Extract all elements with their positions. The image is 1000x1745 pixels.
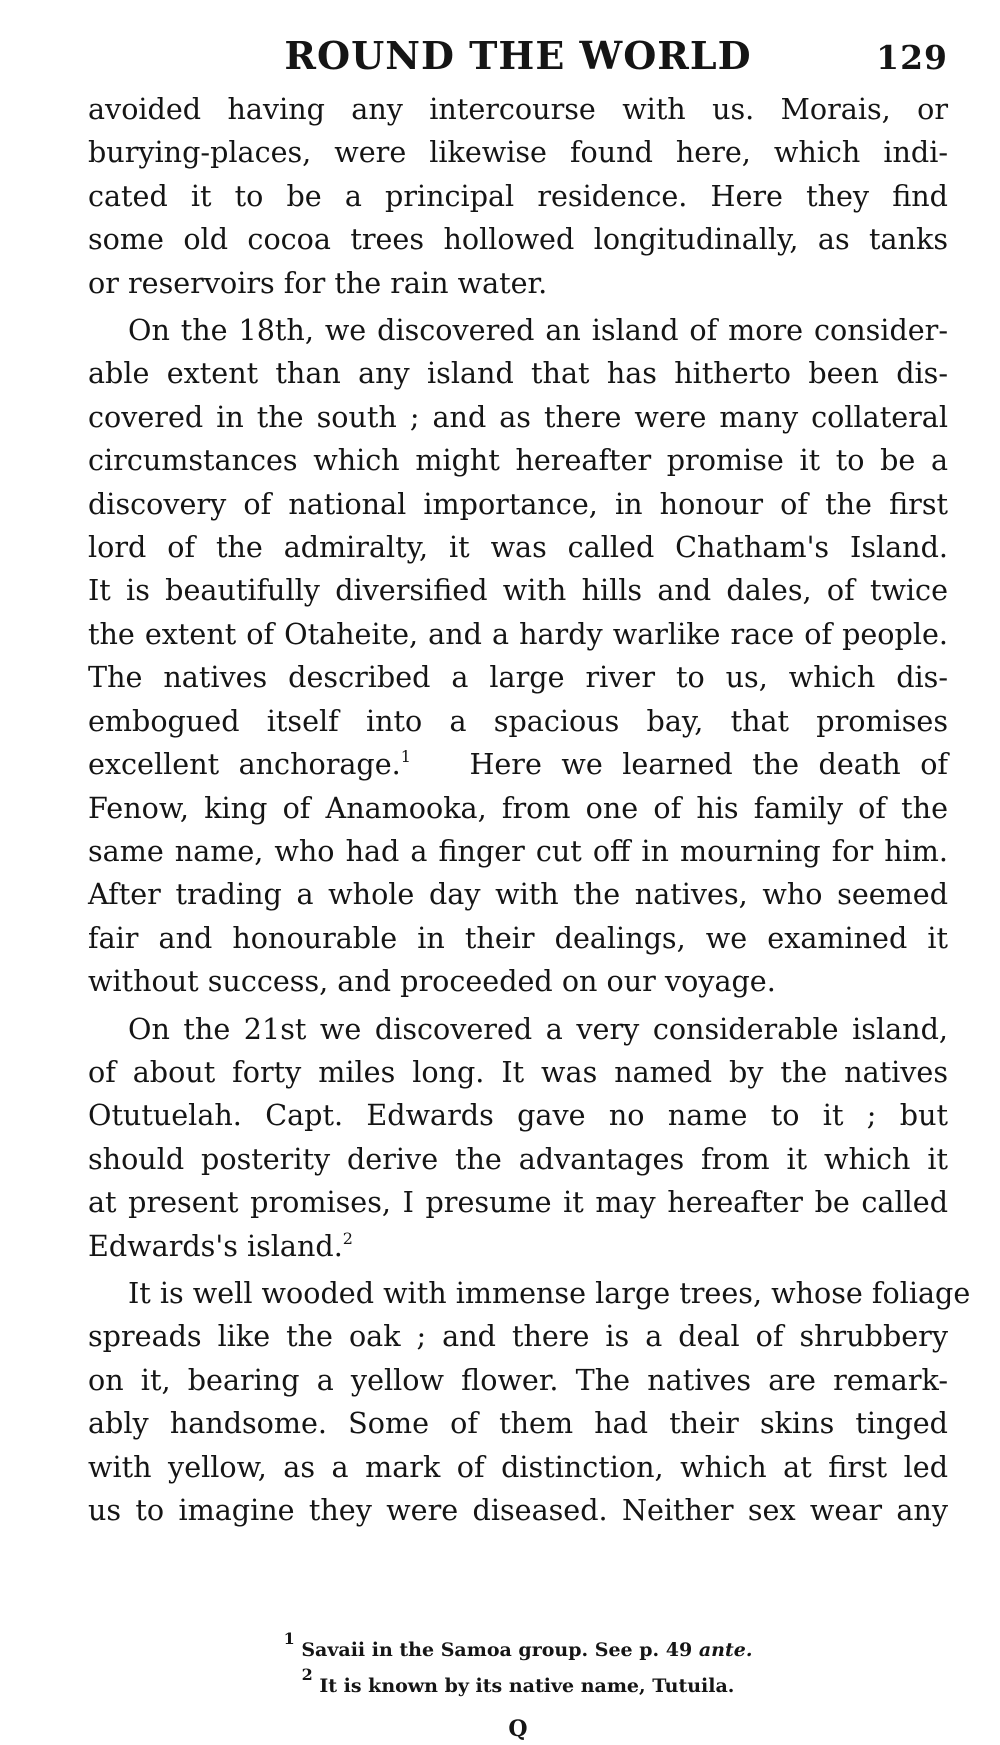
text-line: the extent of Otaheite, and a hardy warlike race of people. xyxy=(88,616,948,651)
text-line: on it, bearing a yellow flower. The natives are remark- xyxy=(88,1362,948,1397)
text-line: same name, who had a finger cut off in mourning for him. xyxy=(88,833,948,868)
text-fragment: Here we learned the death of xyxy=(469,747,948,782)
page-number: 129 xyxy=(876,38,948,77)
footnote-1 xyxy=(88,1629,948,1668)
text-line: On the 21st we discovered a very considerable island, xyxy=(128,1011,948,1046)
text-line: circumstances which might hereafter promise it to be a xyxy=(88,443,948,478)
paragraph-1 xyxy=(88,88,948,305)
body-text xyxy=(88,88,971,1532)
text-line: The natives described a large river to us, which dis- xyxy=(88,660,948,695)
text-line: covered in the south ; and as there were many collateral xyxy=(88,399,948,434)
text-line: cated it to be a principal residence. Here they find xyxy=(88,178,948,213)
running-head xyxy=(88,30,948,82)
running-title: ROUND THE WORLD xyxy=(284,33,752,78)
footnote-2 xyxy=(88,1665,948,1704)
text-line: fair and honourable in their dealings, we examined it xyxy=(88,920,948,955)
footnote-italic: ante. xyxy=(698,1639,753,1661)
text-line: with yellow, as a mark of distinction, which at first led xyxy=(88,1449,948,1484)
footnote-ref-2: 2 xyxy=(342,1228,353,1248)
text-line: or reservoirs for the rain water. xyxy=(88,265,548,300)
text-line: burying-places, were likewise found here, which indi- xyxy=(88,135,948,170)
paragraph-2 xyxy=(88,309,948,1004)
text-line: Fenow, king of Anamooka, from one of his family of the xyxy=(88,790,948,825)
text-line-with-footnote xyxy=(88,743,948,786)
footnote-marker: 1 xyxy=(283,1629,295,1648)
text-fragment: Edwards's island. xyxy=(88,1228,343,1263)
footnotes xyxy=(88,1629,948,1704)
text-fragment: excellent anchorage. xyxy=(88,747,401,782)
paragraph-4 xyxy=(88,1272,971,1532)
text-line: spreads like the oak ; and there is a deal of shrubbery xyxy=(88,1319,948,1354)
text-line: without success, and proceeded on our voyage. xyxy=(88,964,776,999)
text-line: After trading a whole day with the natives, who seemed xyxy=(88,877,948,912)
text-line: at present promises, I presume it may hereafter be called xyxy=(88,1185,948,1220)
text-line: of about forty miles long. It was named by the natives xyxy=(88,1054,948,1089)
text-line: should posterity derive the advantages from it which it xyxy=(88,1141,948,1176)
text-line: able extent than any island that has hitherto been dis- xyxy=(88,356,948,391)
signature-mark: Q xyxy=(508,1716,528,1742)
text-line: some old cocoa trees hollowed longitudinally, as tanks xyxy=(88,222,948,257)
text-line: ably handsome. Some of them had their skins tinged xyxy=(88,1406,948,1441)
text-line: us to imagine they were diseased. Neither sex wear any xyxy=(88,1493,948,1527)
footnote-text: Savaii in the Samoa group. See p. 49 xyxy=(301,1639,693,1661)
paragraph-3 xyxy=(88,1008,948,1268)
text-line: embogued itself into a spacious bay, that promises xyxy=(88,703,948,738)
text-line: avoided having any intercourse with us. Morais, or xyxy=(88,92,948,126)
text-line: It is beautifully diversified with hills and dales, of twice xyxy=(88,573,948,608)
text-line: discovery of national importance, in honour of the first xyxy=(88,486,948,521)
text-line: On the 18th, we discovered an island of more consider- xyxy=(128,313,948,348)
footnote-text: It is known by its native name, Tutuila. xyxy=(319,1675,735,1697)
text-line: It is well wooded with immense large trees, whose foliage xyxy=(128,1275,971,1310)
footnote-marker: 2 xyxy=(301,1665,313,1684)
text-line-with-footnote xyxy=(88,1225,948,1268)
text-line: Otutuelah. Capt. Edwards gave no name to it ; but xyxy=(88,1098,948,1133)
footnote-ref-1: 1 xyxy=(400,747,411,767)
text-line: lord of the admiralty, it was called Chatham's Island. xyxy=(88,530,948,565)
